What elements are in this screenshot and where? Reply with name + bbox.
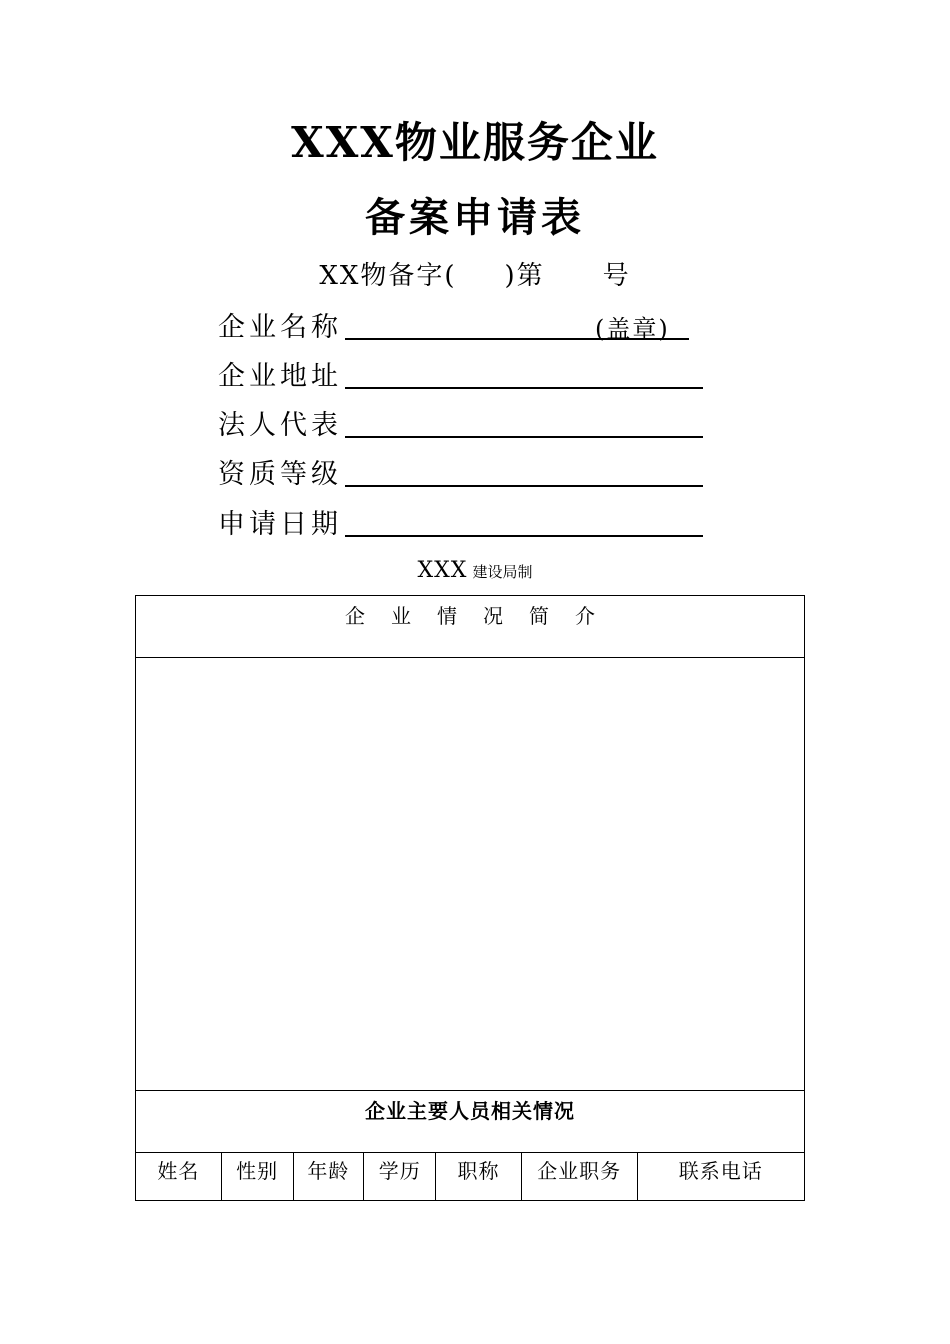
seal-note: (盖章) xyxy=(595,315,670,343)
legal-representative-input-line[interactable] xyxy=(345,436,703,438)
column-header-position: 企业职务 xyxy=(522,1153,638,1200)
form-title-line1: XXX物业服务企业 xyxy=(291,118,659,167)
document-number-middle: )第 xyxy=(504,261,545,291)
company-intro-header xyxy=(135,595,805,658)
column-header-age: 年龄 xyxy=(294,1153,365,1200)
document-number xyxy=(0,255,950,292)
column-header-education: 学历 xyxy=(364,1153,436,1200)
column-header-name: 姓名 xyxy=(136,1153,222,1200)
field-label: 申请日期 xyxy=(218,509,342,540)
staff-table-header-row xyxy=(135,1152,805,1201)
issuer-bureau: 建设局制 xyxy=(472,563,533,581)
field-label: 法人代表 xyxy=(218,410,342,441)
column-header-gender: 性别 xyxy=(222,1153,294,1200)
seal-underline xyxy=(593,338,689,340)
form-title-line2: 备案申请表 xyxy=(365,194,585,241)
field-label: 资质等级 xyxy=(218,459,342,490)
issuer-org: XXX xyxy=(417,558,468,583)
application-date-input-line[interactable] xyxy=(345,535,703,537)
field-label: 企业地址 xyxy=(218,361,342,392)
qualification-level-input-line[interactable] xyxy=(345,485,703,487)
key-staff-header xyxy=(135,1090,805,1153)
document-number-suffix: 号 xyxy=(602,261,631,291)
document-number-prefix: XX物备字( xyxy=(319,261,457,291)
field-label: 企业名称 xyxy=(218,312,342,343)
company-address-input-line[interactable] xyxy=(345,387,703,389)
column-header-phone: 联系电话 xyxy=(678,1159,763,1183)
company-intro-title: 企业情况简介 xyxy=(345,604,621,628)
column-header-title: 职称 xyxy=(436,1153,522,1200)
key-staff-title: 企业主要人员相关情况 xyxy=(365,1099,575,1123)
company-intro-body[interactable] xyxy=(135,657,805,1091)
issuer-line xyxy=(0,558,950,583)
